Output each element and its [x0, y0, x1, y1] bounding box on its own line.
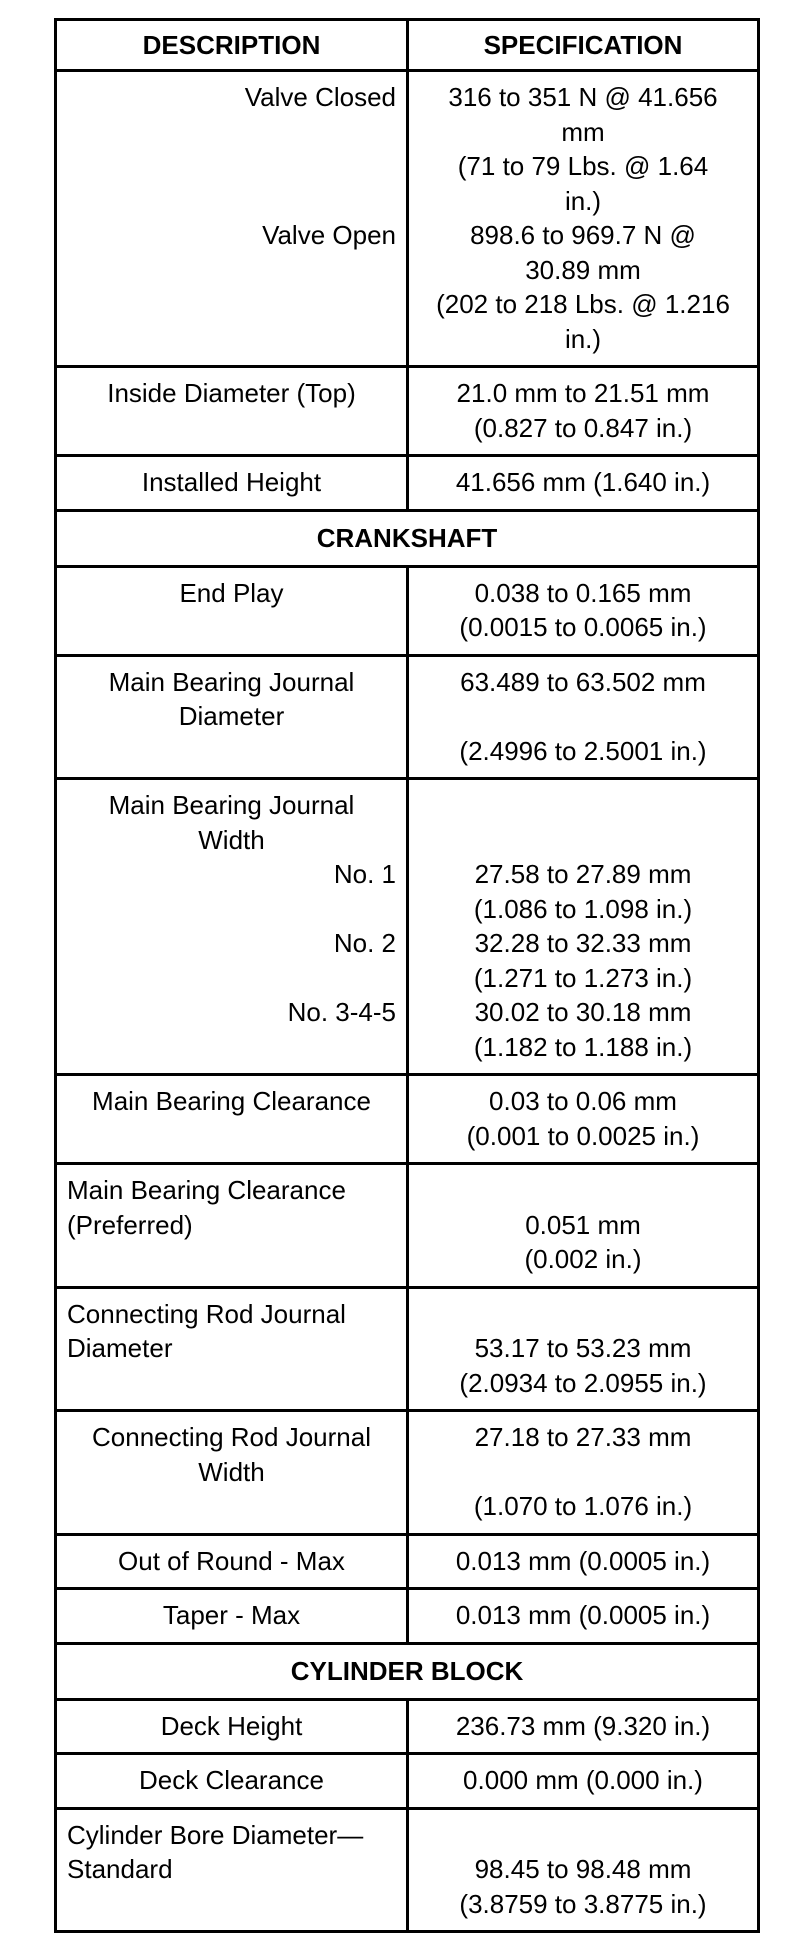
desc-line: Cylinder Bore Diameter—: [67, 1819, 364, 1850]
specification-table: [54, 18, 760, 1933]
end-play-label: End Play: [56, 566, 408, 655]
desc-line: Diameter: [67, 1333, 173, 1363]
section-row: [56, 510, 759, 566]
spec-line: (3.8759 to 3.8775 in.): [459, 1888, 707, 1919]
specification-header: SPECIFICATION: [408, 20, 759, 71]
desc-line: Main Bearing Journal: [108, 666, 355, 697]
spec-line: 898.6 to 969.7 N @: [470, 220, 696, 250]
table-row: [56, 1411, 759, 1535]
spec-line: (2.4996 to 2.5001 in.): [459, 735, 707, 766]
taper-spec: 0.013 mm (0.0005 in.): [408, 1589, 759, 1644]
rod-journal-diameter-label: [56, 1287, 408, 1411]
table-row: [56, 71, 759, 367]
desc-line: Main Bearing Clearance: [67, 1175, 346, 1205]
desc-line: Main Bearing Journal: [108, 790, 355, 820]
main-journal-width-label: [56, 779, 408, 1075]
table-row: [56, 1534, 759, 1589]
table-row: [56, 779, 759, 1075]
desc-line: Width: [198, 1456, 265, 1487]
spec-line: 0.03 to 0.06 mm: [489, 1086, 677, 1116]
desc-line: Width: [198, 824, 265, 855]
spec-line: 27.58 to 27.89 mm: [474, 859, 692, 889]
table-row: [56, 1075, 759, 1164]
valve-spring-spec: [408, 71, 759, 367]
spec-line: in.): [564, 323, 602, 354]
spec-line: 0.038 to 0.165 mm: [474, 577, 692, 608]
out-of-round-spec: 0.013 mm (0.0005 in.): [408, 1534, 759, 1589]
taper-label: Taper - Max: [56, 1589, 408, 1644]
spec-line: 316 to 351 N @ 41.656: [448, 82, 718, 112]
cylinder-bore-label: [56, 1808, 408, 1932]
desc-line: Connecting Rod Journal: [67, 1298, 346, 1329]
desc-line: Connecting Rod Journal: [92, 1422, 371, 1452]
journal-no1-label: No. 1: [333, 859, 396, 889]
spec-line: (1.182 to 1.188 in.): [473, 1031, 693, 1062]
desc-line: Standard: [67, 1854, 173, 1884]
table-row: [56, 367, 759, 456]
table-row: [56, 1699, 759, 1754]
deck-clearance-label: Deck Clearance: [56, 1754, 408, 1809]
main-clearance-preferred-label: [56, 1164, 408, 1288]
spec-line: (202 to 218 Lbs. @ 1.216: [436, 289, 730, 319]
table-row: [56, 1754, 759, 1809]
rod-journal-diameter-spec: [408, 1287, 759, 1411]
section-row: [56, 1643, 759, 1699]
spec-line: 53.17 to 53.23 mm: [474, 1333, 692, 1363]
spec-line: (0.002 in.): [524, 1244, 642, 1274]
spec-line: (1.070 to 1.076 in.): [473, 1491, 693, 1521]
spec-line: (2.0934 to 2.0955 in.): [459, 1367, 707, 1398]
spec-line: 30.89 mm: [525, 254, 641, 285]
table-row: [56, 1287, 759, 1411]
spec-line: 98.45 to 98.48 mm: [474, 1854, 692, 1884]
spec-line: (1.086 to 1.098 in.): [473, 893, 693, 924]
installed-height-label: Installed Height: [56, 456, 408, 511]
main-clearance-label: Main Bearing Clearance: [56, 1075, 408, 1164]
spec-line: 30.02 to 30.18 mm: [474, 997, 692, 1027]
description-header: DESCRIPTION: [56, 20, 408, 71]
inside-diameter-spec: [408, 367, 759, 456]
out-of-round-label: Out of Round - Max: [56, 1534, 408, 1589]
main-clearance-preferred-spec: [408, 1164, 759, 1288]
valve-closed-label: Valve Closed: [244, 82, 396, 112]
table-row: [56, 655, 759, 779]
deck-clearance-spec: 0.000 mm (0.000 in.): [408, 1754, 759, 1809]
spec-line: 63.489 to 63.502 mm: [460, 666, 706, 697]
table-row: [56, 1808, 759, 1932]
cylinder-bore-spec: [408, 1808, 759, 1932]
valve-open-label: Valve Open: [262, 220, 396, 250]
header-row: [56, 20, 759, 71]
spec-line: (1.271 to 1.273 in.): [473, 962, 693, 993]
deck-height-label: Deck Height: [56, 1699, 408, 1754]
rod-journal-width-label: [56, 1411, 408, 1535]
valve-spring-desc: [56, 71, 408, 367]
table-row: [56, 456, 759, 511]
spec-line: mm: [561, 116, 605, 147]
spec-line: (0.827 to 0.847 in.): [473, 412, 693, 443]
main-clearance-spec: [408, 1075, 759, 1164]
main-journal-diameter-label: [56, 655, 408, 779]
spec-line: (0.0015 to 0.0065 in.): [459, 612, 707, 642]
cylinder-block-section-title: CYLINDER BLOCK: [56, 1643, 759, 1699]
rod-journal-width-spec: [408, 1411, 759, 1535]
crankshaft-section-title: CRANKSHAFT: [56, 510, 759, 566]
deck-height-spec: 236.73 mm (9.320 in.): [408, 1699, 759, 1754]
table-row: [56, 1589, 759, 1644]
spec-line: (0.001 to 0.0025 in.): [466, 1120, 700, 1151]
desc-line: (Preferred): [67, 1209, 193, 1240]
table-row: [56, 1164, 759, 1288]
desc-line: Diameter: [178, 701, 285, 731]
installed-height-spec: 41.656 mm (1.640 in.): [408, 456, 759, 511]
spec-line: 0.051 mm: [525, 1209, 641, 1240]
spec-line: 21.0 mm to 21.51 mm: [456, 378, 710, 408]
main-journal-width-spec: [408, 779, 759, 1075]
main-journal-diameter-spec: [408, 655, 759, 779]
table-row: [56, 566, 759, 655]
spec-line: (71 to 79 Lbs. @ 1.64: [457, 151, 709, 181]
spec-line: 27.18 to 27.33 mm: [474, 1422, 692, 1452]
journal-no2-label: No. 2: [333, 928, 396, 958]
spec-line: in.): [564, 185, 602, 216]
end-play-spec: [408, 566, 759, 655]
spec-line: 32.28 to 32.33 mm: [474, 928, 692, 958]
journal-no345-label: No. 3-4-5: [287, 997, 396, 1027]
inside-diameter-label: Inside Diameter (Top): [56, 367, 408, 456]
